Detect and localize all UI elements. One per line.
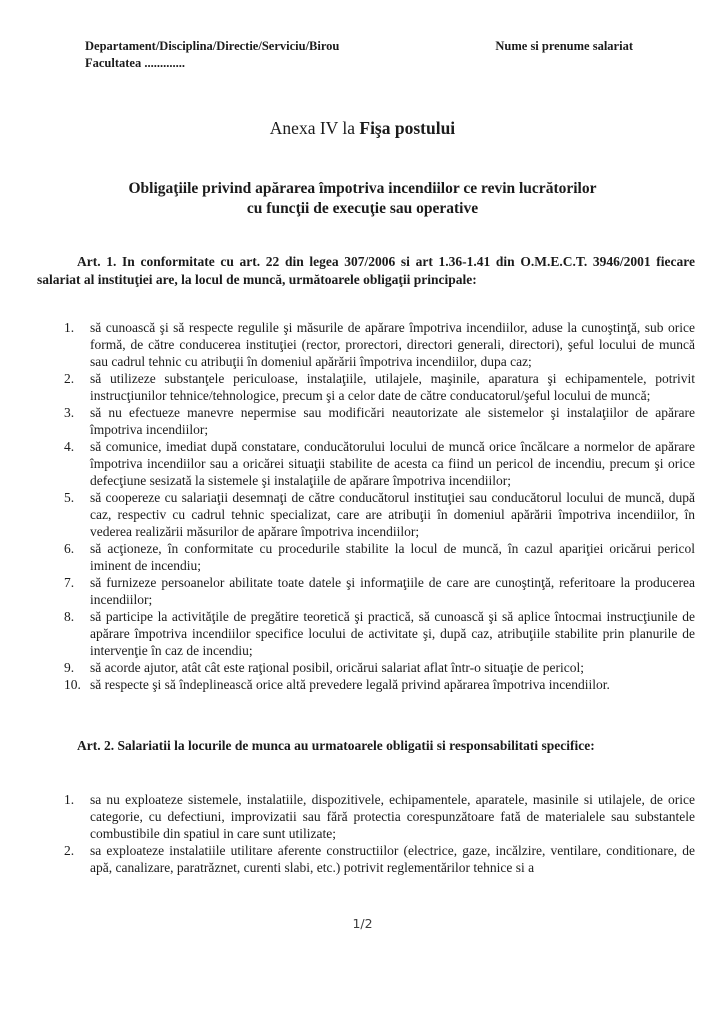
item-text: să comunice, imediat după constatare, conducătorului locului de muncă orice încălcare a normelor de apărare împotriva incendiilor sau a oricărei situaţii stabilite de acesta ca fiind un pericol de incendiu, precum şi orice defecţiune sesizată la sistemele şi instalaţiile de apărare împotriva incendiilor;: [90, 439, 695, 488]
article1-list-item: [64, 659, 695, 676]
article2-list-item: [64, 791, 695, 842]
item-number: 2.: [64, 843, 75, 858]
item-text: să participe la activităţile de pregătire teoretică şi practică, să cunoască şi să aplice întocmai instrucţiunile de apărare împotriva incendiilor specifice locului de activitate şi, după caz, atribuţiile stabilite prin planurile de intervenţie în caz de incendiu;: [90, 609, 695, 658]
article1-list-item: [64, 404, 695, 438]
department-label: Departament/Disciplina/Directie/Serviciu/Birou: [85, 39, 340, 53]
article1-list-item: [64, 370, 695, 404]
article1-list-item: [64, 438, 695, 489]
header-left-block: [85, 38, 339, 72]
item-text: sa exploateze instalatiile utilitare aferente constructiilor (electrice, gaze, incălzire, ventilare, conditionare, de apă, canalizare, paratrăznet, curenti slabi, etc.) potrivit reglementărilor tehnice si a: [90, 843, 695, 875]
document-header: [0, 0, 725, 72]
item-text: să acorde ajutor, atât cât este raţional posibil, oricărui salariat aflat într-o situaţie de pericol;: [90, 660, 584, 675]
item-text: să utilizeze substanţele periculoase, instalaţiile, utilajele, maşinile, aparatura şi echipamentele, potrivit instrucţiunilor tehnice/tehnologice, precum şi a celor date de către conducatorul/şeful locului de muncă;: [90, 371, 695, 403]
document-subtitle: Obligaţiile privind apărarea împotriva incendiilor ce revin lucrătorilor cu funcţii de execuţie sau operative: [128, 180, 597, 217]
article1-list-item: [64, 540, 695, 574]
article1-list-item: [64, 608, 695, 659]
item-text: să furnizeze persoanelor abilitate toate datele şi informaţiile de care are cunoştinţă, referitoare la producerea incendiilor;: [90, 575, 695, 607]
article2-list-item: [64, 842, 695, 876]
item-text: să cunoască şi să respecte regulile şi măsurile de apărare împotriva incendiilor, aduse la cunoştinţă, sub orice formă, de către conducerea instituţiei (rector, prorectori, directori generali, directori), şeful locului de muncă sau cadrul tehnic cu atribuţii în domeniul apărării împotriva incendiilor, dupa caz;: [90, 320, 695, 369]
item-number: 7.: [64, 575, 75, 590]
item-number: 8.: [64, 609, 75, 624]
article1-list-item: [64, 676, 695, 693]
title-prefix: Anexa IV la: [269, 118, 360, 138]
article1-list-item: [64, 489, 695, 540]
title-emphasis: Fişa postului: [359, 118, 456, 138]
item-text: să coopereze cu salariaţii desemnaţi de către conducătorul instituţiei sau conducătorul locului de muncă, după caz, respectiv cu cadrul tehnic specializat, care are atribuţii în domeniul apărării împotriva incendiilor, în vederea realizării măsurilor de apărare împotriva incendiilor;: [90, 490, 695, 539]
article1-list-item: [64, 574, 695, 608]
item-number: 10.: [64, 677, 81, 692]
item-number: 1.: [64, 792, 75, 807]
item-number: 4.: [64, 439, 75, 454]
item-number: 9.: [64, 660, 75, 675]
item-text: să acţioneze, în conformitate cu procedurile stabilite la locul de muncă, în cazul apariţiei oricărui pericol iminent de incendiu;: [90, 541, 695, 573]
article2-heading: Art. 2. Salariatii la locurile de munca au urmatoarele obligatii si responsabilitati specifice:: [77, 738, 595, 753]
faculty-label: Facultatea .............: [85, 56, 185, 70]
item-number: 6.: [64, 541, 75, 556]
item-text: să respecte şi să îndeplinească orice altă prevedere legală privind apărarea împotriva incendiilor.: [90, 677, 610, 692]
article1-list: [64, 319, 695, 693]
item-text: sa nu exploateze sistemele, instalatiile, dispozitivele, echipamentele, aparatele, masinile si utilajele, de orice categorie, cu defectiuni, improvizatii sau fără protectia corespunzătoare fată de materialele sau substantele combustibile din spatiul in care sunt utilizate;: [90, 792, 695, 841]
item-number: 5.: [64, 490, 75, 505]
article2-list: [64, 791, 695, 876]
item-text: să nu efectueze manevre nepermise sau modificări neautorizate ale sistemelor şi instalaţiilor de apărare împotriva incendiilor;: [90, 405, 695, 437]
document-title: [0, 118, 725, 139]
item-number: 2.: [64, 371, 75, 386]
page-number: 1/2: [352, 916, 373, 931]
article1-list-item: [64, 319, 695, 370]
item-number: 1.: [64, 320, 75, 335]
employee-name-label: Nume si prenume salariat: [495, 39, 633, 53]
item-number: 3.: [64, 405, 75, 420]
article1-heading: Art. 1. In conformitate cu art. 22 din legea 307/2006 si art 1.36-1.41 din O.M.E.C.T. 3946/2001 fiecare salariat al instituţiei are, la locul de muncă, următoarele obligaţii principale:: [37, 254, 695, 287]
